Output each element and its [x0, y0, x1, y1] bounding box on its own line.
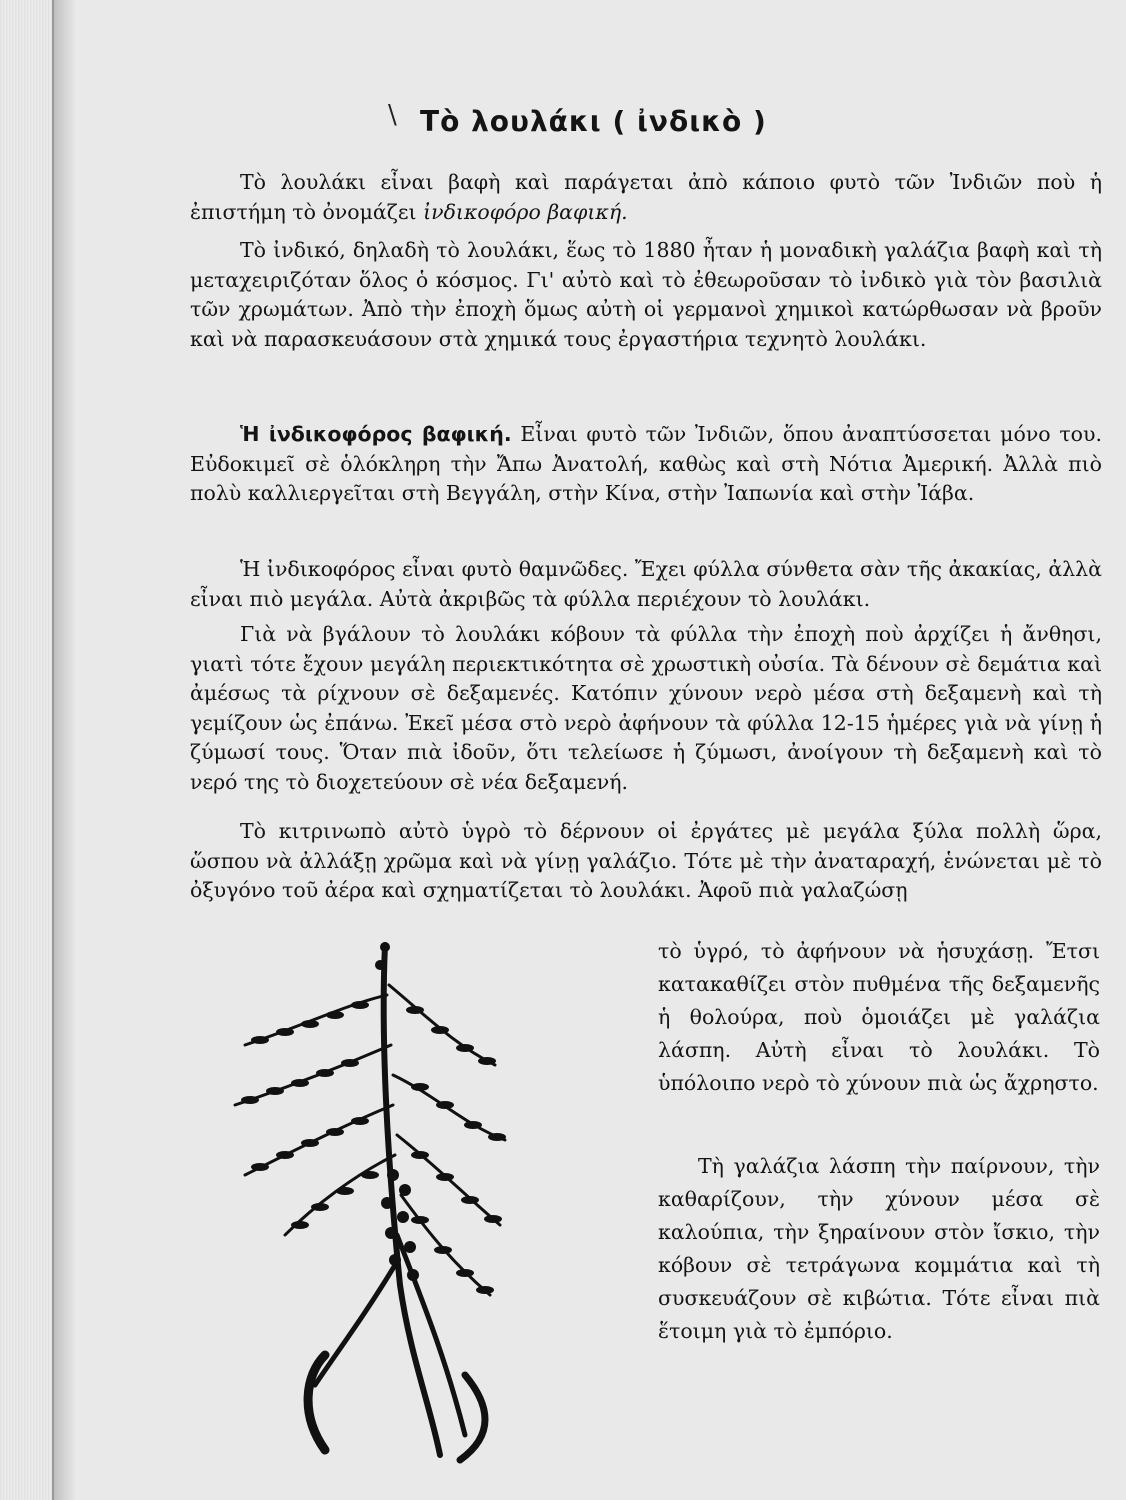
- paragraph-beating: Τὸ κιτρινωπὸ αὐτὸ ὑγρὸ τὸ δέρνουν οἱ ἐργάτες μὲ μεγάλα ξύλα πολλὴ ὥρα, ὥσπου νὰ ἀλλάξῃ χρῶμα καὶ νὰ γίνῃ γαλάζιο. Τότε μὲ τὴν ἀναταραχή, ἑνώνεται μὲ τὸ ὀξυγόνο τοῦ ἀέρα καὶ σχηματίζεται τὸ λουλάκι. Ἀφοῦ πιὰ γαλαζώσῃ: [190, 819, 1102, 902]
- paragraph-intro: [190, 168, 1102, 227]
- paragraph-history: Τὸ ἰνδικό, δηλαδὴ τὸ λουλάκι, ἕως τὸ 1880 ἦταν ἡ μοναδικὴ γαλάζια βαφὴ καὶ τὴ μεταχειριζόταν ὅλος ὁ κόσμος. Γι' αὐτὸ καὶ τὸ ἐθεωροῦσαν τὸ ἰνδικὸ γιὰ τὸν βασιλιὰ τῶν χρωμάτων. Ἀπὸ τὴν ἐποχὴ ὅμως αὐτὴ οἱ γερμανοὶ χημικοὶ κατώρθωσαν νὰ βροῦν καὶ νὰ παρασκευάσουν στὰ χημικά τους ἐργαστήρια τεχνητὸ λουλάκι.: [190, 238, 1102, 351]
- section-heading: Ἡ ἰνδικοφόρος βαφική.: [240, 422, 512, 446]
- page-title: Τὸ λουλάκι ( ἰνδικὸ ): [420, 105, 767, 138]
- paragraph-plant-text: Εἶναι φυτὸ τῶν Ἰνδιῶν, ὅπου ἀναπτύσσεται μόνο του. Εὐδοκιμεῖ σὲ ὁλόκληρη τὴν Ἄπω Ἀνατολή, καθὼς καὶ στὴ Νότια Ἀμερική. Ἀλλὰ πιὸ πολὺ καλλιεργεῖται στὴ Βεγγάλη, στὴν Κίνα, στὴν Ἰαπωνία καὶ στὴν Ἰάβα.: [190, 422, 1103, 505]
- indigo-plant-illustration: [215, 935, 625, 1470]
- paragraph-harvest: Γιὰ νὰ βγάλουν τὸ λουλάκι κόβουν τὰ φύλλα τὴν ἐποχὴ ποὺ ἀρχίζει ἡ ἄνθησι, γιατὶ τότε ἔχουν μεγάλη περιεκτικότητα σὲ χρωστικὴ οὐσία. Τὰ δένουν σὲ δεμάτια καὶ ἀμέσως τὰ ρίχνουν σὲ δεξαμενές. Κατόπιν χύνουν νερὸ μέσα στὴ δεξαμενὴ καὶ τὴ γεμίζουν ὡς ἐπάνω. Ἐκεῖ μέσα στὸ νερὸ ἀφήνουν τὰ φύλλα 12-15 ἡμέρες γιὰ νὰ γίνῃ ἡ ζύμωσί τους. Ὅταν πιὰ ἰδοῦν, ὅτι τελείωσε ἡ ζύμωσι, ἀνοίγουν τὴ δεξαμενὴ καὶ τὸ νερό της τὸ διοχετεύουν σὲ νέα δεξαμενή.: [190, 622, 1102, 794]
- paragraph-intro-text: Τὸ λουλάκι εἶναι βαφὴ καὶ παράγεται ἀπὸ κάποιο φυτὸ τῶν Ἰνδιῶν ποὺ ἡ ἐπιστήμη τὸ ὀνομάζει: [190, 170, 1102, 224]
- book-page-edge: [0, 0, 54, 1500]
- side-paragraph-packing: Τὴ γαλάζια λάσπη τὴν παίρνουν, τὴν καθαρίζουν, τὴν χύνουν μέσα σὲ καλούπια, τὴν ξηραίνουν στὸν ἴσκιο, τὴν κόβουν σὲ τετράγωνα κομμάτια καὶ τὴ συσκευάζουν σὲ κιβώτια. Τότε εἶναι πιὰ ἕτοιμη γιὰ τὸ ἐμπόριο.: [658, 1154, 1100, 1343]
- paragraph-plant: [190, 420, 1102, 509]
- gutter-shadow: [54, 0, 76, 1500]
- scientific-name: ἰνδικοφόρο βαφική.: [423, 199, 628, 224]
- margin-mark: \: [388, 100, 397, 130]
- side-paragraph-settling: τὸ ὑγρό, τὸ ἀφήνουν νὰ ἡσυχάσῃ. Ἔτσι κατακαθίζει στὸν πυθμένα τῆς δεξαμενῆς ἡ θολούρα, ποὺ ὁμοιάζει μὲ γαλάζια λάσπη. Αὐτὴ εἶναι τὸ λουλάκι. Τὸ ὑπόλοιπο νερὸ τὸ χύνουν πιὰ ὡς ἄχρηστο.: [658, 939, 1100, 1095]
- paragraph-leaves: Ἡ ἰνδικοφόρος εἶναι φυτὸ θαμνῶδες. Ἔχει φύλλα σύνθετα σὰν τῆς ἀκακίας, ἀλλὰ εἶναι πιὸ μεγάλα. Αὐτὰ ἀκριβῶς τὰ φύλλα περιέχουν τὸ λουλάκι.: [190, 557, 1102, 611]
